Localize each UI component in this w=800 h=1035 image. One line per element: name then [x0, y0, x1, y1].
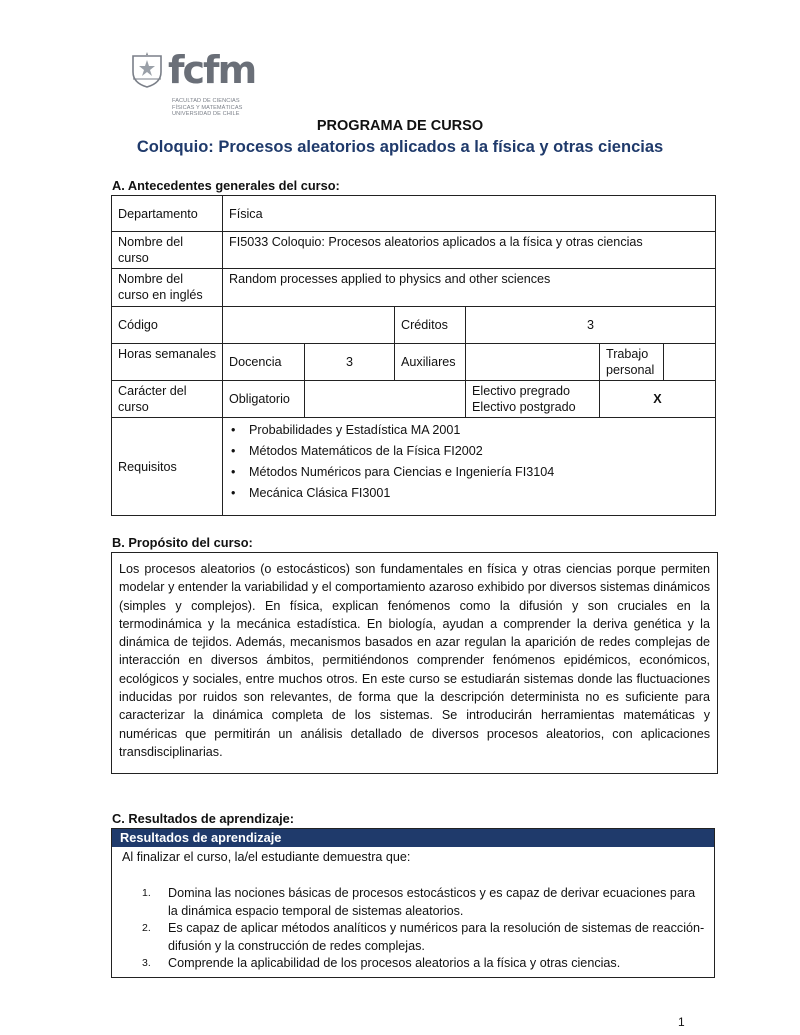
section-b-heading: B. Propósito del curso:	[112, 535, 253, 550]
results-header: Resultados de aprendizaje	[112, 829, 714, 847]
table-row	[112, 232, 716, 269]
course-info-table	[111, 195, 716, 516]
list-item-text: Domina las nociones básicas de procesos estocásticos y es capaz de derivar ecuaciones para la dinámica espacio temporal de sistemas aleatorios.	[168, 886, 696, 918]
electivo-mark: X	[600, 381, 716, 418]
list-item: • Mecánica Clásica FI3001	[229, 483, 709, 504]
caracter-label: Carácter del curso	[112, 381, 223, 418]
list-item	[112, 920, 714, 955]
document-title: PROGRAMA DE CURSO	[316, 118, 484, 134]
requisitos-label: Requisitos	[112, 418, 223, 516]
list-item-text: Comprende la aplicabilidad de los procesos aleatorios a la física y otras ciencias.	[168, 956, 621, 970]
results-box	[111, 828, 715, 978]
list-item-number: 3.	[142, 957, 151, 969]
results-list	[112, 885, 714, 973]
fcfm-logo	[130, 40, 255, 120]
list-item: • Métodos Matemáticos de la Física FI2002	[229, 441, 709, 462]
codigo-label: Código	[112, 307, 223, 344]
trabajo-value	[664, 344, 716, 381]
list-item	[112, 885, 714, 920]
table-row	[112, 269, 716, 307]
logo-subtitle-line: UNIVERSIDAD DE CHILE	[172, 111, 240, 117]
list-item: • Métodos Numéricos para Ciencias e Ingeniería FI3104	[229, 462, 709, 483]
creditos-label: Créditos	[395, 307, 466, 344]
nombre-ingles-label: Nombre del curso en inglés	[112, 269, 223, 307]
table-row	[112, 344, 716, 381]
electivo-pregrado-label: Electivo pregrado	[472, 384, 571, 398]
course-subtitle: Coloquio: Procesos aleatorios aplicados a la física y otras ciencias	[136, 138, 664, 156]
table-row	[112, 418, 716, 516]
purpose-box	[111, 552, 718, 774]
nombre-value: FI5033 Coloquio: Procesos aleatorios aplicados a la física y otras ciencias	[223, 232, 716, 269]
electivo-postgrado-label: Electivo postgrado	[472, 400, 576, 414]
nombre-ingles-value: Random processes applied to physics and other sciences	[223, 269, 716, 307]
section-c-heading: C. Resultados de aprendizaje:	[112, 811, 295, 826]
electivo-labels	[466, 381, 600, 418]
trabajo-label: Trabajo personal	[600, 344, 664, 381]
horas-label: Horas semanales	[112, 344, 223, 381]
departamento-value: Física	[223, 196, 716, 232]
list-item-text: Es capaz de aplicar métodos analíticos y numéricos para la resolución de sistemas de reacción-difusión y la construcción de redes complejas.	[168, 921, 705, 953]
university-shield-icon	[130, 52, 164, 88]
logo-subtitle	[172, 98, 262, 118]
docencia-label: Docencia	[223, 344, 305, 381]
nombre-label: Nombre del curso	[112, 232, 223, 269]
table-row	[112, 307, 716, 344]
list-item	[112, 955, 714, 973]
auxiliares-value	[466, 344, 600, 381]
logo-subtitle-line: FACULTAD DE CIENCIAS	[172, 98, 240, 104]
section-a-heading: A. Antecedentes generales del curso:	[112, 178, 340, 193]
logo-wordmark: fcfm	[168, 48, 256, 92]
requisitos-cell	[223, 418, 716, 516]
list-item-number: 1.	[142, 887, 151, 899]
obligatorio-value	[305, 381, 466, 418]
departamento-label: Departamento	[112, 196, 223, 232]
codigo-value	[223, 307, 395, 344]
requisitos-list	[229, 420, 709, 504]
results-intro: Al finalizar el curso, la/el estudiante demuestra que:	[122, 850, 411, 864]
table-row	[112, 196, 716, 232]
auxiliares-label: Auxiliares	[395, 344, 466, 381]
list-item-number: 2.	[142, 922, 151, 934]
list-item: • Probabilidades y Estadística MA 2001	[229, 420, 709, 441]
docencia-value: 3	[305, 344, 395, 381]
creditos-value: 3	[466, 307, 716, 344]
table-row	[112, 381, 716, 418]
logo-subtitle-line: FÍSICAS Y MATEMÁTICAS	[172, 104, 243, 111]
purpose-text: Los procesos aleatorios (o estocásticos) son fundamentales en física y otras ciencias porque permiten modelar y entender la variabilidad y el comportamiento azaroso exhibido por diversos sistemas dinámicos (simples y complejos). En física, explican fenómenos como la difusión y son cruciales en la termodinámica y la mecánica estadística. En biología, ayudan a comprender la deriva genética y la dinámica de tejidos. Además, mecanismos basados en azar regulan la aparición de redes complejas de interacción en diversos ámbitos, permitiéndonos comprender fenómenos epidémicos, económicos, ecológicos y sociales, entre muchos otros. En este curso se estudiarán sistemas donde las fluctuaciones inducidas por ruidos son relevantes, de forma que la descripción determinista no es suficiente para caracterizar la dinámica completa de los sistemas. Se introducirán herramientas matemáticas y numéricas que permitirán un análisis detallado de diversos procesos aleatorios, con aplicaciones transdisciplinarias.	[119, 562, 710, 759]
obligatorio-label: Obligatorio	[223, 381, 305, 418]
page-number: 1	[678, 1015, 685, 1029]
